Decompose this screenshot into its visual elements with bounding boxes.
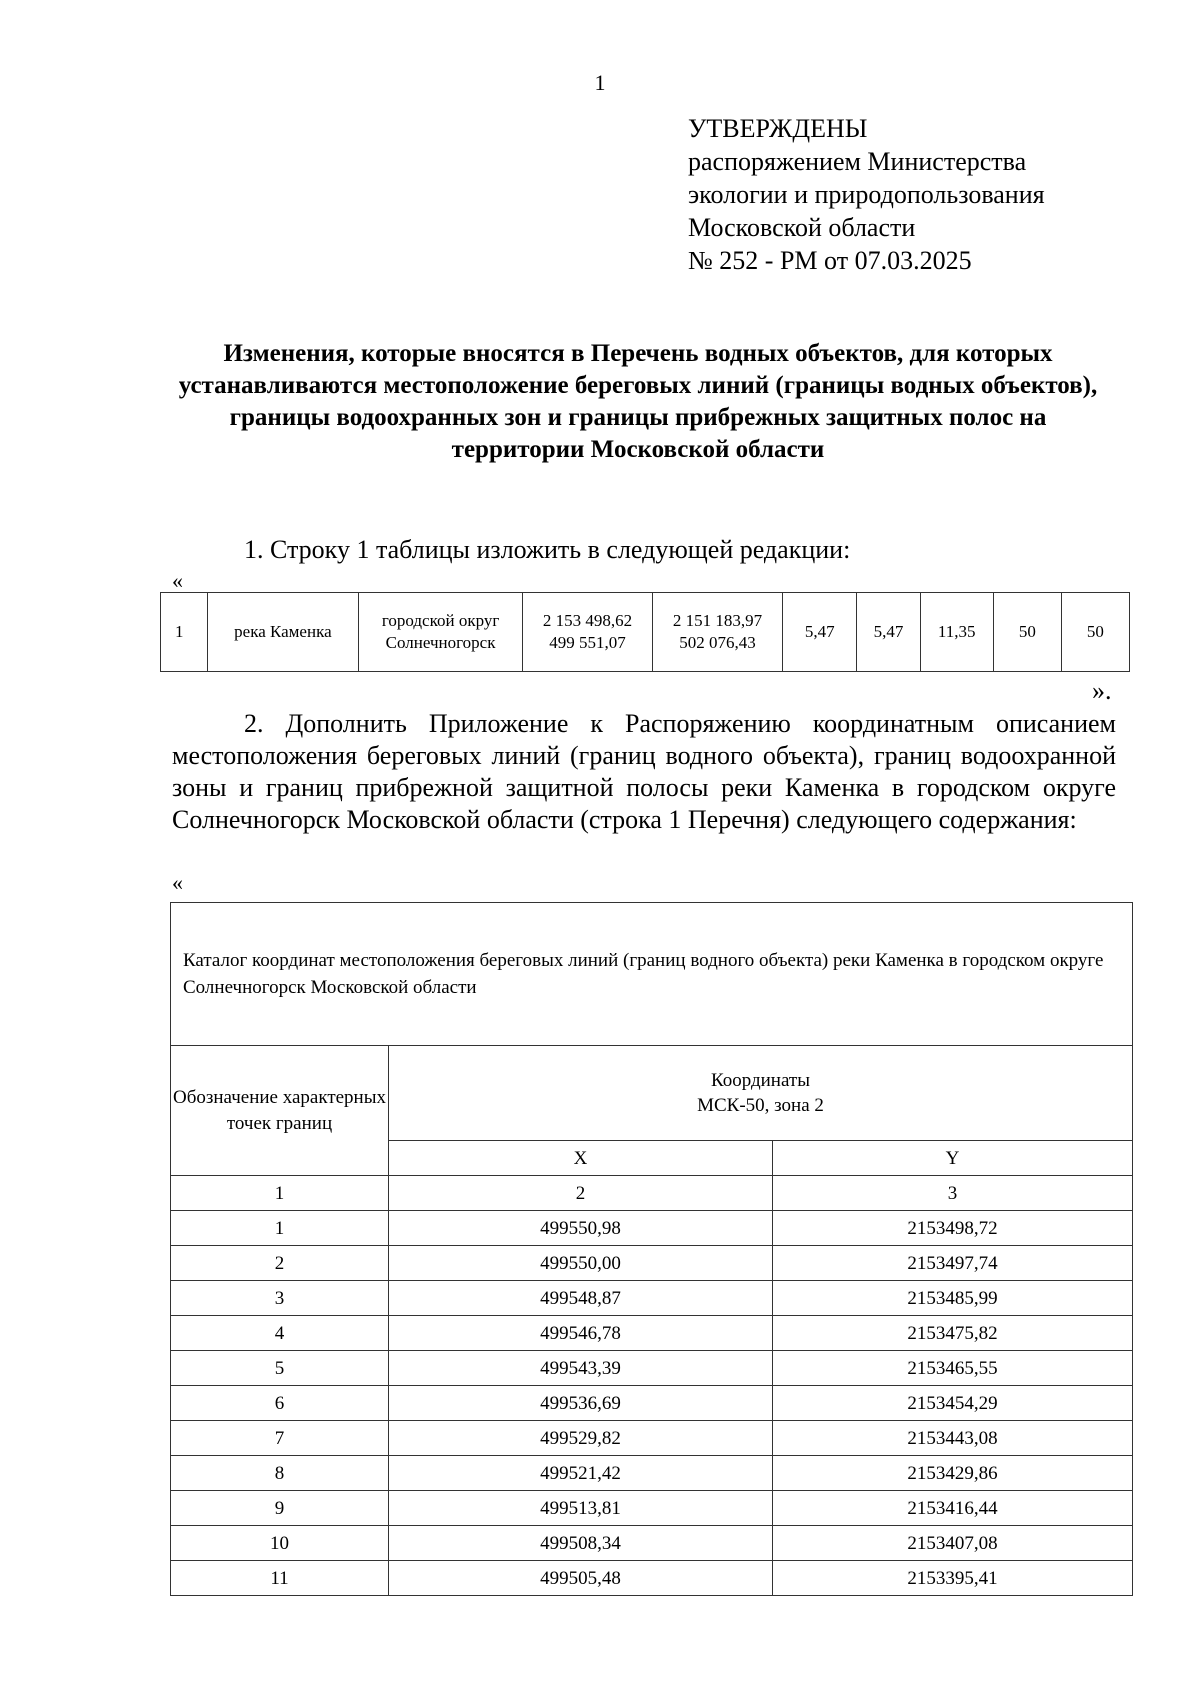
- column-number: 2: [389, 1176, 773, 1211]
- x-value: 499550,00: [389, 1246, 773, 1281]
- table-row: [171, 1351, 1133, 1386]
- y-value: 2153498,72: [773, 1211, 1133, 1246]
- column-number: 3: [773, 1176, 1133, 1211]
- x-value: 499513,81: [389, 1491, 773, 1526]
- y-value: 2153429,86: [773, 1456, 1133, 1491]
- approval-line: распоряжением Министерства: [688, 147, 1027, 176]
- point-id: 7: [171, 1421, 389, 1456]
- water-body-name: река Каменка: [207, 593, 359, 672]
- y-value: 2153465,55: [773, 1351, 1133, 1386]
- table-row: [171, 1246, 1133, 1281]
- x-value: 499543,39: [389, 1351, 773, 1386]
- coord-a-cell: [523, 593, 653, 672]
- y-value: 2153485,99: [773, 1281, 1133, 1316]
- header-points: Обозначение характерных точек границ: [171, 1046, 389, 1176]
- value-cell: 5,47: [782, 593, 857, 672]
- point-id: 2: [171, 1246, 389, 1281]
- x-value: 499546,78: [389, 1316, 773, 1351]
- approval-order-number: № 252 - РМ от 07.03.2025: [688, 246, 972, 275]
- item-2-text: 2. Дополнить Приложение к Распоряжению координатным описанием местоположения береговых линий (границ водного объекта), границ водоохранной зоны и границ прибрежной защитной полосы реки Каменка в городском округе Солнечногорск Московской области (строка 1 Перечня) следующего содержания:: [172, 709, 1116, 834]
- coordinates-catalog-table: [170, 902, 1133, 1596]
- table-row: [171, 1211, 1133, 1246]
- open-quote: «: [172, 568, 183, 593]
- district-cell: [359, 593, 523, 672]
- y-value: 2153395,41: [773, 1561, 1133, 1596]
- x-value: 499529,82: [389, 1421, 773, 1456]
- y-value: 2153416,44: [773, 1491, 1133, 1526]
- value-cell: 11,35: [920, 593, 993, 672]
- value-cell: 5,47: [857, 593, 920, 672]
- value-cell: 50: [993, 593, 1061, 672]
- y-value: 2153475,82: [773, 1316, 1133, 1351]
- open-quote: «: [172, 870, 183, 895]
- table-row: [171, 1491, 1133, 1526]
- point-id: 10: [171, 1526, 389, 1561]
- table-row: [171, 1316, 1133, 1351]
- column-numbers-row: [171, 1176, 1133, 1211]
- table-row: [171, 1526, 1133, 1561]
- table-row: [171, 1421, 1133, 1456]
- point-id: 3: [171, 1281, 389, 1316]
- row-number: 1: [161, 593, 208, 672]
- page-number: 1: [594, 70, 606, 95]
- point-id: 4: [171, 1316, 389, 1351]
- approval-block: [688, 112, 1045, 277]
- header-coordinates-title: Координаты: [711, 1070, 810, 1091]
- document-title: Изменения, которые вносятся в Перечень водных объектов, для которых устанавливаются местоположение береговых линий (границы водных объектов), границы водоохранных зон и границы прибрежных защитных полос на территории Московской области: [178, 340, 1098, 463]
- y-value: 2153454,29: [773, 1386, 1133, 1421]
- point-id: 8: [171, 1456, 389, 1491]
- approval-heading: УТВЕРЖДЕНЫ: [688, 114, 868, 143]
- point-id: 11: [171, 1561, 389, 1596]
- table-row: [171, 1561, 1133, 1596]
- close-quote: ».: [1092, 676, 1112, 705]
- approval-line: Московской области: [688, 213, 916, 242]
- header-coordinate-system: МСК-50, зона 2: [697, 1095, 824, 1116]
- point-id: 6: [171, 1386, 389, 1421]
- x-value: 499508,34: [389, 1526, 773, 1561]
- coord-value: 499 551,07: [549, 633, 626, 652]
- column-number: 1: [171, 1176, 389, 1211]
- coord-value: 2 151 183,97: [672, 611, 763, 630]
- x-value: 499536,69: [389, 1386, 773, 1421]
- approval-line: экологии и природопользования: [688, 180, 1045, 209]
- table-row: [171, 1386, 1133, 1421]
- table-row: [171, 1281, 1133, 1316]
- point-id: 9: [171, 1491, 389, 1526]
- x-value: 499550,98: [389, 1211, 773, 1246]
- item-1-text: 1. Строку 1 таблицы изложить в следующей редакции:: [244, 535, 851, 564]
- table-row: [161, 593, 1130, 672]
- coord-value: 2 153 498,62: [542, 611, 633, 630]
- x-value: 499521,42: [389, 1456, 773, 1491]
- header-y: Y: [773, 1141, 1133, 1176]
- y-value: 2153443,08: [773, 1421, 1133, 1456]
- catalog-caption: Каталог координат местоположения береговых линий (границ водного объекта) реки Каменка в городском округе Солнечногорск Московской области: [171, 903, 1133, 1046]
- district-line: городской округ: [381, 611, 500, 630]
- list-row-table: [160, 592, 1130, 672]
- coord-b-cell: [652, 593, 782, 672]
- point-id: 5: [171, 1351, 389, 1386]
- header-x: X: [389, 1141, 773, 1176]
- coord-value: 502 076,43: [679, 633, 756, 652]
- y-value: 2153407,08: [773, 1526, 1133, 1561]
- point-id: 1: [171, 1211, 389, 1246]
- district-line: Солнечногорск: [385, 633, 496, 652]
- table-row: [171, 1456, 1133, 1491]
- header-coordinates: [389, 1046, 1133, 1141]
- y-value: 2153497,74: [773, 1246, 1133, 1281]
- value-cell: 50: [1061, 593, 1129, 672]
- x-value: 499505,48: [389, 1561, 773, 1596]
- x-value: 499548,87: [389, 1281, 773, 1316]
